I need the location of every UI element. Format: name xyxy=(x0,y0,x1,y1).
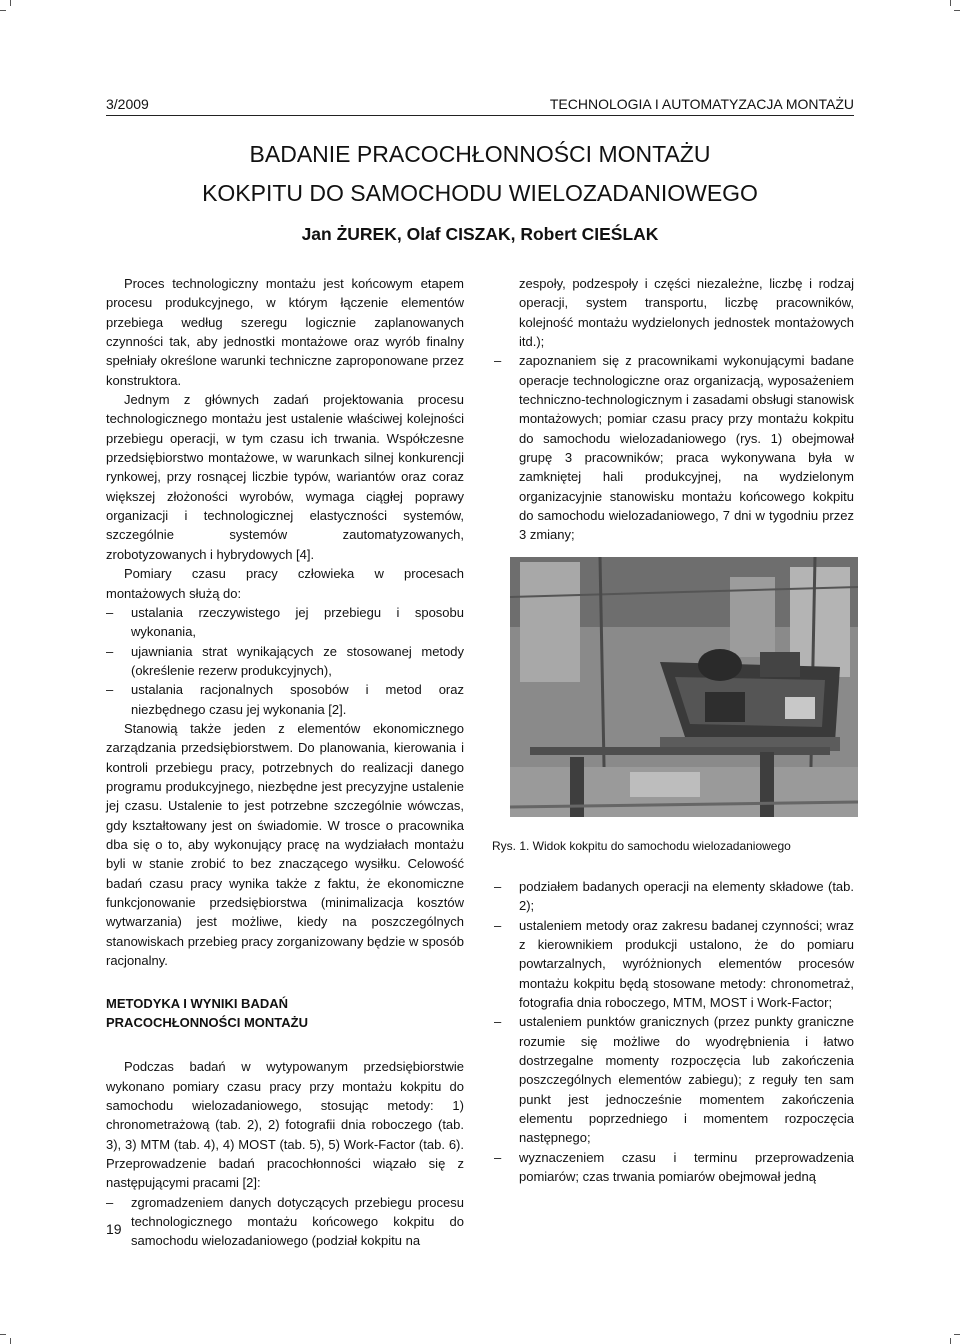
bullet-list xyxy=(494,351,854,544)
title-line-2: KOKPITU DO SAMOCHODU WIELOZADANIOWEGO xyxy=(202,180,758,206)
list-item: – ujawniania strat wynikających ze stosowanej metody (określenie rezerw produkcyjnych), xyxy=(106,643,464,678)
paragraph: Stanowią także jeden z elementów ekonomicznego zarządzania przedsiębiorstwem. Do planowania, kierowania i kontroli przebiegu pracy, potrzebnych do realizacji danego programu produkcyjnego, niezbędne jest precyzyjne ustalenie jej czasu. Ustalenie to jest potrzebne szczególnie wówczas, gdy kształtowany jest on świadomie. W trosce o pracownika dba się o to, aby wykonujący pracę na wydziałach montażu byli w stanie zrobić to bez znaczącego wysiłku. Celowość badań czasu pracy wynika także z faktu, że ekonomiczne funkcjonowanie przedsiębiorstwa (minimalizacja kosztów wytwarzania) jest możliwe, kiedy na poszczególnych stanowiskach przebieg pracy zorganizowany będzie w sposób racjonalny. xyxy=(106,720,464,969)
section-heading: METODYKA I WYNIKI BADAŃ xyxy=(106,996,288,1012)
bullet-list xyxy=(494,877,854,1187)
dash-bullet: – xyxy=(106,1194,114,1210)
authors: Jan ŻUREK, Olaf CISZAK, Robert CIEŚLAK xyxy=(301,224,659,244)
list-item: – zgromadzeniem danych dotyczących przebiegu procesu technologicznego montażu końcowego kokpitu do samochodu wielozadaniowego (podział kokpitu na xyxy=(106,1194,464,1249)
dash-bullet: – xyxy=(494,1149,502,1165)
bullet-list xyxy=(106,1193,464,1251)
issue-number: 3/2009 xyxy=(106,96,149,112)
crop-mark xyxy=(10,0,11,6)
journal-name: TECHNOLOGIA I AUTOMATYZACJA MONTAŻU xyxy=(549,96,854,112)
dash-bullet: – xyxy=(494,879,502,894)
left-column xyxy=(106,274,464,1251)
list-item: – podziałem badanych operacji na elementy składowe (tab. 2); xyxy=(494,879,854,914)
cockpit-photo xyxy=(510,557,858,817)
crop-mark xyxy=(950,1338,951,1344)
crop-mark xyxy=(954,1334,960,1335)
dash-bullet: – xyxy=(106,604,114,620)
right-column-top xyxy=(494,274,854,545)
title-line-1: BADANIE PRACOCHŁONNOŚCI MONTAŻU xyxy=(249,141,711,167)
dash-bullet: – xyxy=(494,917,502,933)
dash-bullet: – xyxy=(494,1014,502,1030)
bullet-list xyxy=(106,603,464,719)
list-item: – ustalania rzeczywistego jej przebiegu i sposobu wykonania, xyxy=(106,604,464,640)
paragraph: Podczas badań w wytypowanym przedsiębiorstwie wykonano pomiary czasu pracy przy montażu kokpitu do samochodu wielozadaniowego, stosując metody: 1) chronometrażową (tab. 2), 2) fotografii dnia roboczego (tab. 3), 3) MTM (tab. 4), 4) MOST (tab. 5), 5) Work-Factor (tab. 6). Przeprowadzenie badań pracochłonności wiązało się z następującymi pracami [2]: xyxy=(106,1059,464,1191)
dash-bullet: – xyxy=(106,643,114,659)
crop-mark xyxy=(10,1338,11,1344)
dash-bullet: – xyxy=(106,682,114,698)
page-number: 19 xyxy=(106,1221,122,1237)
list-item: – ustaleniem punktów granicznych (przez punkty graniczne rozumie się możliwe do wyodrębnienia i łatwo dostrzegalne momenty rozpoczęcia lub zakończenia poszczególnych elementów zabiegu); z reguły ten sam punkt jest jednocześnie momentem zakończenia elementu poprzedniego i momentem rozpoczęcia następnego; xyxy=(494,1014,854,1146)
dash-bullet: – xyxy=(494,353,502,369)
paragraph: Jednym z głównych zadań projektowania procesu technologicznego montażu jest ustalenie właściwej kolejności przebiegu operacji, w tym czasu ich trwania. Współczesne przedsiębiorstwo montażowe, w warunkach silnej konkurencji rynkowej, przy rosnącej liczbie typów, wariantów oraz coraz większej złożoności wyrobów, wymaga ciągłej poprawy organizacji i technologicznej elastyczności systemów, szczególnie systemów zautomatyzowanych, zrobotyzowanych i hybrydowych [4]. xyxy=(106,392,464,562)
paragraph: Pomiary czasu pracy człowieka w procesach montażowych służą do: xyxy=(106,566,464,601)
crop-mark xyxy=(0,10,6,11)
paragraph: Proces technologiczny montażu jest końcowym etapem procesu produkcyjnego, w którym łączenie elementów przebiega według szeregu logicznie zaplanowanych czynności tak, aby jednostki montażowe oraz wyrób finalny spełniały określone warunki techniczne zaproponowane przez konstruktora. xyxy=(106,276,464,388)
paragraph: zespoły, podzespoły i części niezależne, liczbę i rodzaj operacji, system transportu, liczbę pracowników, kolejność montażu wydzielonych jednostek montażowych itd.); xyxy=(519,276,854,350)
figure-caption: Rys. 1. Widok kokpitu do samochodu wielozadaniowego xyxy=(492,839,791,853)
crop-mark xyxy=(0,1334,6,1335)
crop-mark xyxy=(950,0,951,6)
section-heading: PRACOCHŁONNOŚCI MONTAŻU xyxy=(106,1015,308,1031)
list-item: – zapoznaniem się z pracownikami wykonującymi badane operacje technologiczne oraz organizacją, wyposażeniem techniczno-technologicznym i zasadami obsługi stanowisk montażowych; pomiar czasu pracy przy montażu kokpitu do samochodu wielozadaniowego (rys. 1) obejmował grupę 3 pracowników; praca wykonywana była w zamkniętej hali produkcyjnej, na wydzielonym organizacyjnie stanowisku montażu końcowego kokpitu do samochodu wielozadaniowego, 7 dni w tygodniu przez 3 zmiany; xyxy=(494,353,854,543)
list-item: – ustaleniem metody oraz zakresu badanej czynności; wraz z kierownikiem produkcji ustalono, że do pomiaru powtarzalnych, wyróżnionych elementów procesów montażu kokpitu będą stosowane metody: chronometraż, fotografia dnia roboczego, MTM, MOST i Work-Factor; xyxy=(494,917,854,1011)
list-item: – ustalania racjonalnych sposobów i metod oraz niezbędnego czasu jej wykonania [2]. xyxy=(106,682,464,717)
header-divider xyxy=(106,115,854,116)
crop-mark xyxy=(954,10,960,11)
right-column-bottom xyxy=(494,877,854,1187)
list-item: – wyznaczeniem czasu i terminu przeprowadzenia pomiarów; czas trwania pomiarów obejmował jedną xyxy=(494,1149,854,1185)
